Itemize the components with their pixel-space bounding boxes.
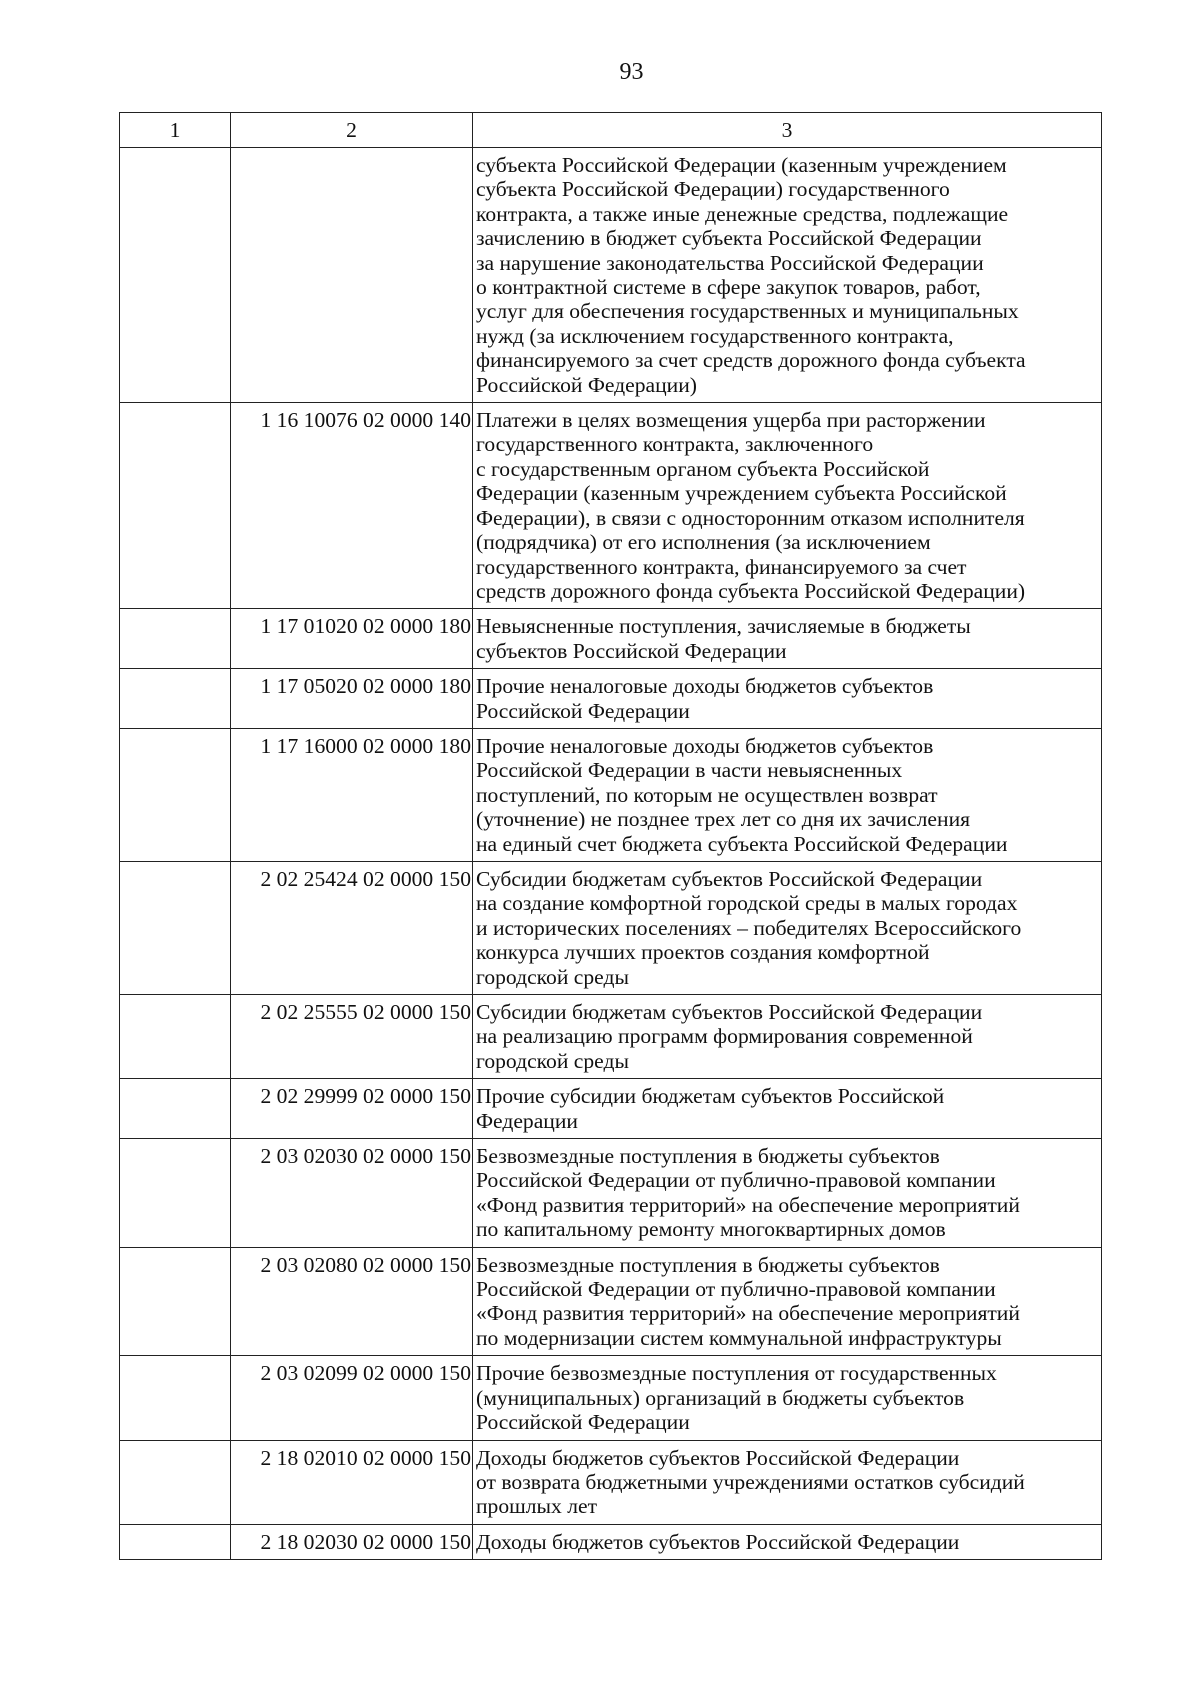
page-number: 93 <box>619 59 644 85</box>
row-col1 <box>120 1440 231 1524</box>
row-col1 <box>120 1079 231 1139</box>
table-row <box>120 403 1102 609</box>
revenue-description: Безвозмездные поступления в бюджеты субъектов Российской Федерации от публично-правовой компании «Фонд развития территорий» на обеспечение мероприятий по модернизации систем коммунальной инфраструктуры <box>473 1247 1102 1356</box>
revenue-description: Безвозмездные поступления в бюджеты субъектов Российской Федерации от публично-правовой компании «Фонд развития территорий» на обеспечение мероприятий по капитальному ремонту многоквартирных домов <box>473 1139 1102 1248</box>
row-col1 <box>120 995 231 1079</box>
table-body <box>120 148 1102 1560</box>
table-row <box>120 1079 1102 1139</box>
revenue-code: 1 17 01020 02 0000 180 <box>231 609 473 669</box>
revenue-code: 1 16 10076 02 0000 140 <box>231 403 473 609</box>
revenue-description: Прочие субсидии бюджетам субъектов Российской Федерации <box>473 1079 1102 1139</box>
revenue-code: 2 18 02030 02 0000 150 <box>231 1524 473 1559</box>
revenue-code: 2 03 02099 02 0000 150 <box>231 1356 473 1440</box>
table-row <box>120 995 1102 1079</box>
table-header <box>120 113 1102 148</box>
table-row <box>120 1440 1102 1524</box>
row-col1 <box>120 861 231 994</box>
table-row <box>120 1139 1102 1248</box>
header-col-2: 2 <box>231 113 473 148</box>
revenue-code: 1 17 16000 02 0000 180 <box>231 728 473 861</box>
revenue-description: Субсидии бюджетам субъектов Российской Федерации на создание комфортной городской среды в малых городах и исторических поселениях – победителях Всероссийского конкурса лучших проектов создания комфортной городской среды <box>473 861 1102 994</box>
revenue-code: 2 02 25424 02 0000 150 <box>231 861 473 994</box>
table-row <box>120 1356 1102 1440</box>
revenue-codes-table <box>119 112 1102 1560</box>
table-row <box>120 1247 1102 1356</box>
row-col1 <box>120 1356 231 1440</box>
revenue-description: Платежи в целях возмещения ущерба при расторжении государственного контракта, заключенного с государственным органом субъекта Российской Федерации (казенным учреждением субъекта Российской Федерации), в связи с односторонним отказом исполнителя (подрядчика) от его исполнения (за исключением государственного контракта, финансируемого за счет средств дорожного фонда субъекта Российской Федерации) <box>473 403 1102 609</box>
revenue-description: Прочие безвозмездные поступления от государственных (муниципальных) организаций в бюджеты субъектов Российской Федерации <box>473 1356 1102 1440</box>
table-row <box>120 1524 1102 1559</box>
row-col1 <box>120 1139 231 1248</box>
revenue-code: 2 02 29999 02 0000 150 <box>231 1079 473 1139</box>
row-col1 <box>120 148 231 403</box>
revenue-description: Доходы бюджетов субъектов Российской Федерации <box>473 1524 1102 1559</box>
row-col1 <box>120 1247 231 1356</box>
revenue-description: Доходы бюджетов субъектов Российской Федерации от возврата бюджетными учреждениями остатков субсидий прошлых лет <box>473 1440 1102 1524</box>
row-col1 <box>120 609 231 669</box>
revenue-description: Прочие неналоговые доходы бюджетов субъектов Российской Федерации <box>473 669 1102 729</box>
table-row <box>120 148 1102 403</box>
table-row <box>120 861 1102 994</box>
header-col-3: 3 <box>473 113 1102 148</box>
row-col1 <box>120 1524 231 1559</box>
revenue-description: Невыясненные поступления, зачисляемые в бюджеты субъектов Российской Федерации <box>473 609 1102 669</box>
header-row <box>120 113 1102 148</box>
revenue-code: 2 03 02080 02 0000 150 <box>231 1247 473 1356</box>
row-col1 <box>120 728 231 861</box>
revenue-code <box>231 148 473 403</box>
table-row <box>120 609 1102 669</box>
revenue-code: 2 02 25555 02 0000 150 <box>231 995 473 1079</box>
row-col1 <box>120 669 231 729</box>
table-row <box>120 728 1102 861</box>
row-col1 <box>120 403 231 609</box>
table-row <box>120 669 1102 729</box>
revenue-code: 1 17 05020 02 0000 180 <box>231 669 473 729</box>
header-col-1: 1 <box>120 113 231 148</box>
revenue-description: Прочие неналоговые доходы бюджетов субъектов Российской Федерации в части невыясненных поступлений, по которым не осуществлен возврат (уточнение) не позднее трех лет со дня их зачисления на единый счет бюджета субъекта Российской Федерации <box>473 728 1102 861</box>
revenue-description: субъекта Российской Федерации (казенным учреждением субъекта Российской Федерации) государственного контракта, а также иные денежные средства, подлежащие зачислению в бюджет субъекта Российской Федерации за нарушение законодательства Российской Федерации о контрактной системе в сфере закупок товаров, работ, услуг для обеспечения государственных и муниципальных нужд (за исключением государственного контракта, финансируемого за счет средств дорожного фонда субъекта Российской Федерации) <box>473 148 1102 403</box>
revenue-code: 2 03 02030 02 0000 150 <box>231 1139 473 1248</box>
revenue-code: 2 18 02010 02 0000 150 <box>231 1440 473 1524</box>
revenue-description: Субсидии бюджетам субъектов Российской Федерации на реализацию программ формирования современной городской среды <box>473 995 1102 1079</box>
